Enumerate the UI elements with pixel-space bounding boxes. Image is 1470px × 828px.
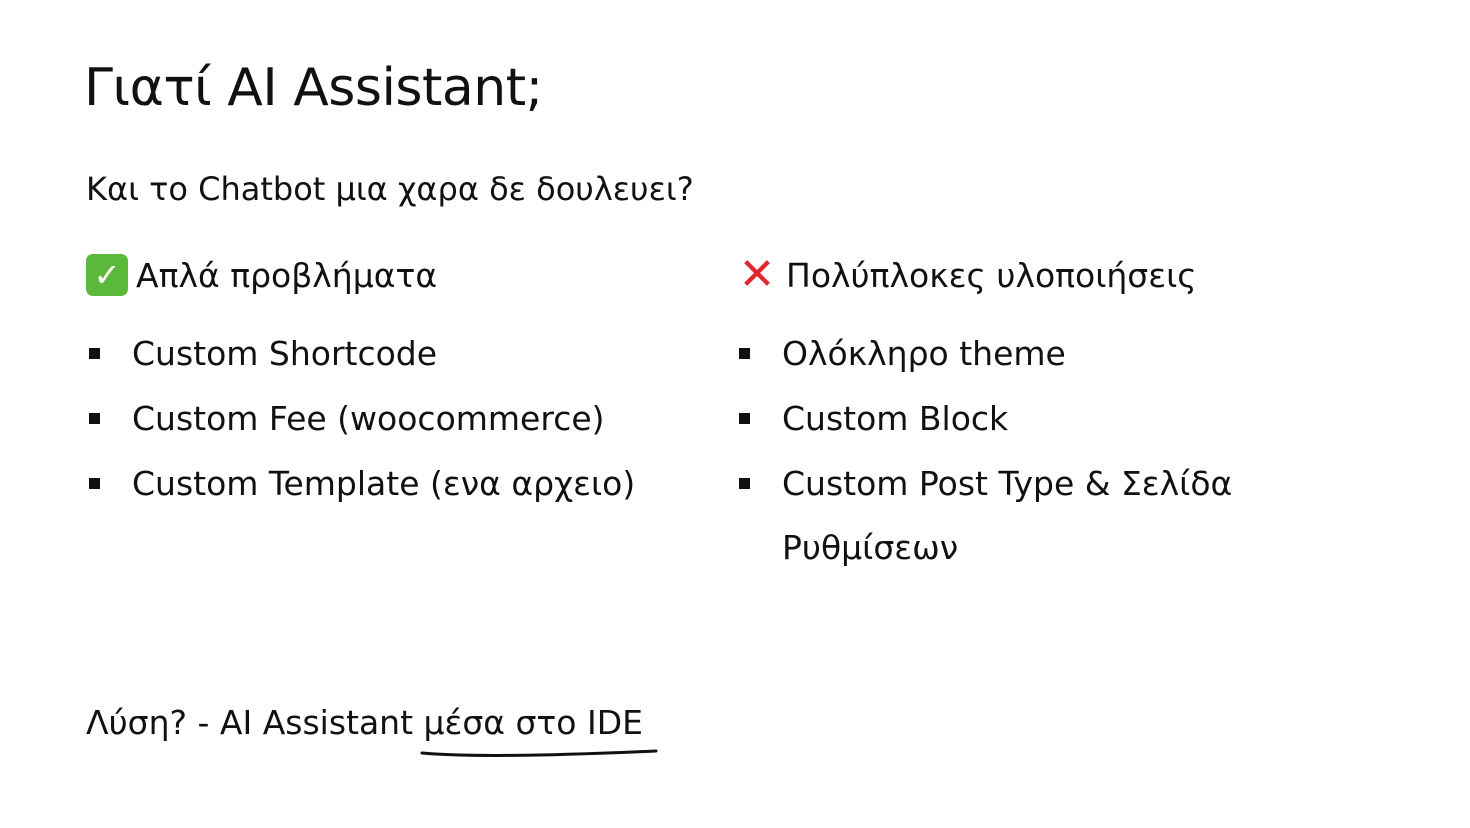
list-item bbox=[736, 387, 1296, 451]
square-bullet-icon bbox=[739, 478, 750, 489]
complex-implementations-heading-row bbox=[736, 250, 1296, 300]
list-item bbox=[86, 387, 706, 451]
solution-emphasis: μέσα στο IDE bbox=[423, 703, 643, 742]
hand-drawn-underline bbox=[420, 743, 660, 763]
square-bullet-icon bbox=[89, 478, 100, 489]
solution-line bbox=[86, 703, 643, 742]
list-item bbox=[86, 452, 706, 516]
list-item-text: Custom Post Type & Σελίδα Ρυθμίσεων bbox=[782, 464, 1233, 567]
list-item-text: Custom Template (ενα αρχειο) bbox=[132, 464, 636, 503]
complex-implementations-list bbox=[736, 322, 1296, 580]
solution-prefix: Λύση? - AI Assistant bbox=[86, 703, 424, 742]
list-item bbox=[736, 452, 1296, 580]
cross-mark-icon: ✕ bbox=[738, 249, 776, 300]
square-bullet-icon bbox=[89, 413, 100, 424]
list-item-text: Custom Block bbox=[782, 399, 1009, 438]
simple-problems-list bbox=[86, 322, 706, 516]
slide-subtitle: Και το Chatbot μια χαρα δε δουλευει? bbox=[86, 170, 694, 208]
square-bullet-icon bbox=[89, 348, 100, 359]
list-item-text: Custom Fee (woocommerce) bbox=[132, 399, 605, 438]
list-item bbox=[736, 322, 1296, 386]
simple-problems-heading: Απλά προβλήματα bbox=[136, 255, 438, 295]
simple-problems-column bbox=[86, 250, 706, 517]
list-item-text: Custom Shortcode bbox=[132, 334, 438, 373]
slide-title: Γιατί AI Assistant; bbox=[84, 58, 543, 118]
square-bullet-icon bbox=[739, 413, 750, 424]
square-bullet-icon bbox=[739, 348, 750, 359]
solution-emphasis-wrap bbox=[424, 703, 643, 742]
list-item-text: Ολόκληρο theme bbox=[782, 334, 1066, 373]
complex-implementations-column bbox=[736, 250, 1296, 581]
simple-problems-heading-row bbox=[86, 250, 706, 300]
list-item bbox=[86, 322, 706, 386]
complex-implementations-heading: Πολύπλοκες υλοποιήσεις bbox=[786, 255, 1197, 295]
check-mark-button-icon: ✓ bbox=[86, 254, 128, 296]
